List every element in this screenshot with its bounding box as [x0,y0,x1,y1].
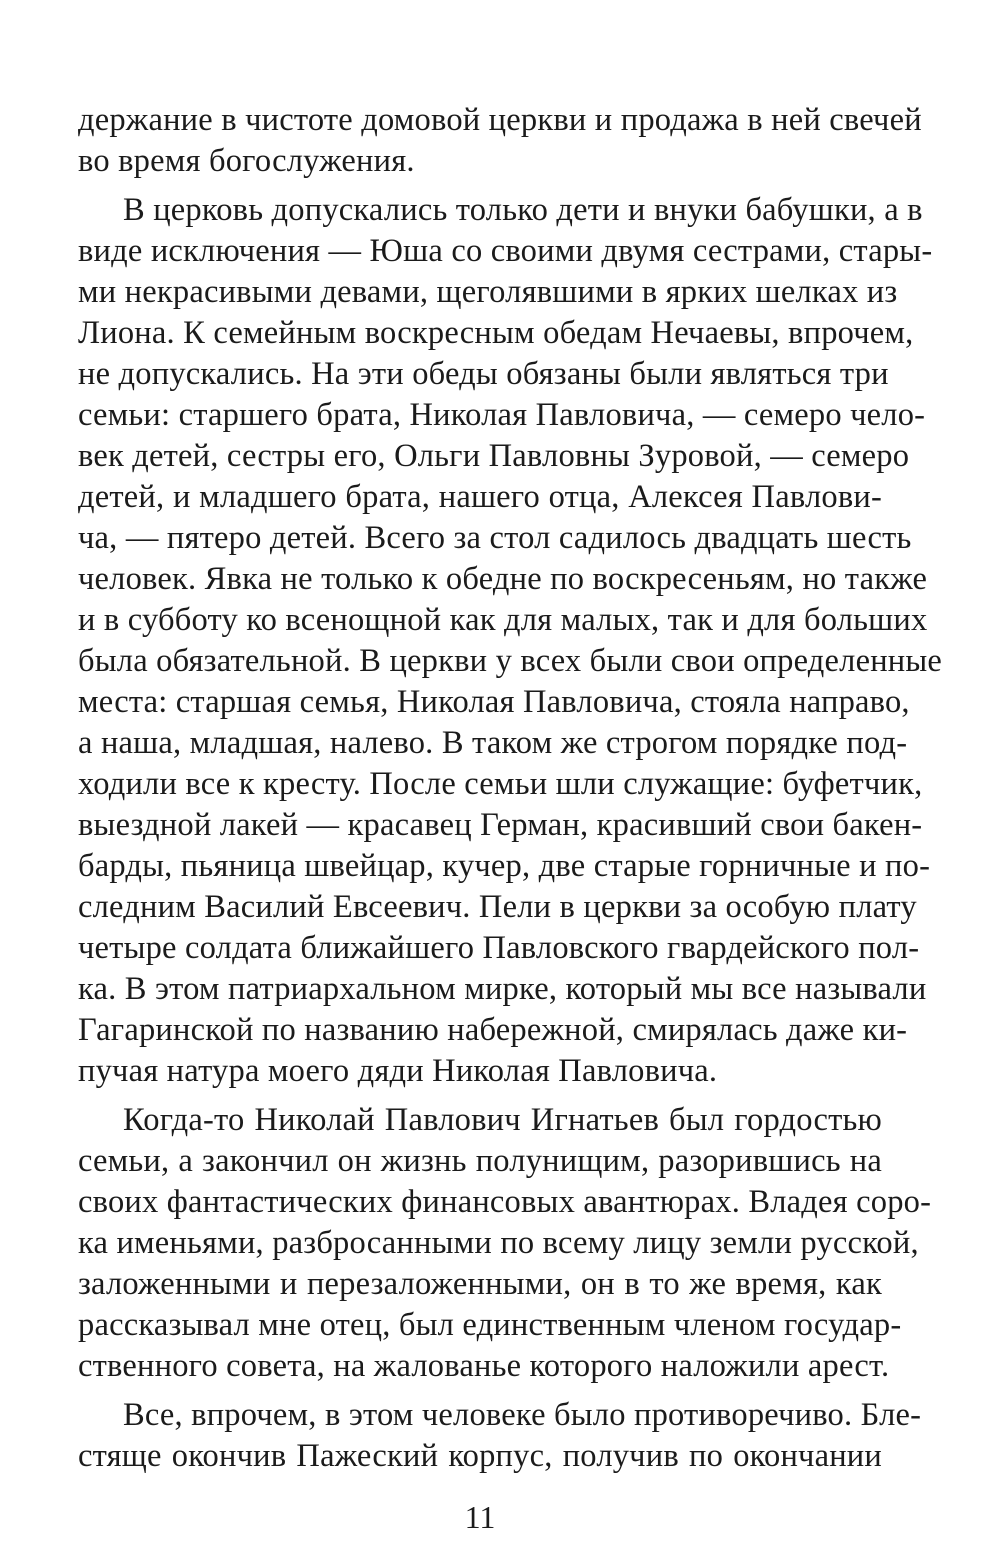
text-line: Когда-то Николай Павлович Игнатьев был гордостью [123,1102,882,1138]
text-line: а наша, младшая, налево. В таком же строгом порядке под- [78,725,908,761]
text-line: семьи: старшего брата, Николая Павловича, — семеро чело- [78,397,926,433]
text-line: и в субботу ко всенощной как для малых, так и для больших [78,602,928,638]
text-line: Все, впрочем, в этом человеке было противоречиво. Бле- [123,1397,922,1433]
text-line: следним Василий Евсеевич. Пели в церкви за особую плату [78,889,917,925]
text-line: была обязательной. В церкви у всех были свои определенные [78,643,943,679]
text-line: рассказывал мне отец, был единственным членом государ- [78,1307,902,1343]
text-line: заложенными и перезаложенными, он в то же время, как [78,1266,882,1302]
page-number: 11 [464,1499,496,1535]
text-line: не допускались. На эти обеды обязаны были являться три [78,356,889,392]
text-line: ча, — пятеро детей. Всего за стол садилось двадцать шесть [78,520,912,556]
text-line: В церковь допускались только дети и внуки бабушки, а в [123,192,923,228]
text-line: Гагаринской по названию набережной, смирялась даже ки- [78,1012,908,1048]
text-line: держание в чистоте домовой церкви и продажа в ней свечей [78,102,922,138]
text-line: ка именьями, разбросанными по всему лицу земли русской, [78,1225,919,1261]
text-line: семьи, а закончил он жизнь полунищим, разорившись на [78,1143,882,1179]
text-line: Лиона. К семейным воскресным обедам Нечаевы, впрочем, [78,315,914,351]
text-line: детей, и младшего брата, нашего отца, Алексея Павлови- [78,479,882,515]
text-line: во время богослужения. [78,143,415,179]
book-page [78,97,943,1535]
text-line: человек. Явка не только к обедне по воскресеньям, но также [78,561,928,597]
text-line: ственного совета, на жалованье которого наложили арест. [78,1348,890,1384]
text-line: места: старшая семья, Николая Павловича, стояла направо, [78,684,910,720]
text-line: своих фантастических финансовых авантюрах. Владея соро- [78,1184,932,1220]
text-line: ми некрасивыми девами, щеголявшими в ярких шелках из [78,274,898,310]
text-line: ходили все к кресту. После семьи шли служащие: буфетчик, [78,766,923,802]
text-line: выездной лакей — красавец Герман, красивший свои бакен- [78,807,923,843]
text-line: ка. В этом патриархальном мирке, который мы все называли [78,971,927,1007]
text-line: четыре солдата ближайшего Павловского гвардейского пол- [78,930,920,966]
text-line: пучая натура моего дяди Николая Павловича. [78,1053,718,1089]
text-line: век детей, сестры его, Ольги Павловны Зуровой, — семеро [78,438,910,474]
text-line: виде исключения — Юша со своими двумя сестрами, стары- [78,233,933,269]
text-line: стяще окончив Пажеский корпус, получив по окончании [78,1438,882,1474]
text-line: барды, пьяница швейцар, кучер, две старые горничные и по- [78,848,931,884]
